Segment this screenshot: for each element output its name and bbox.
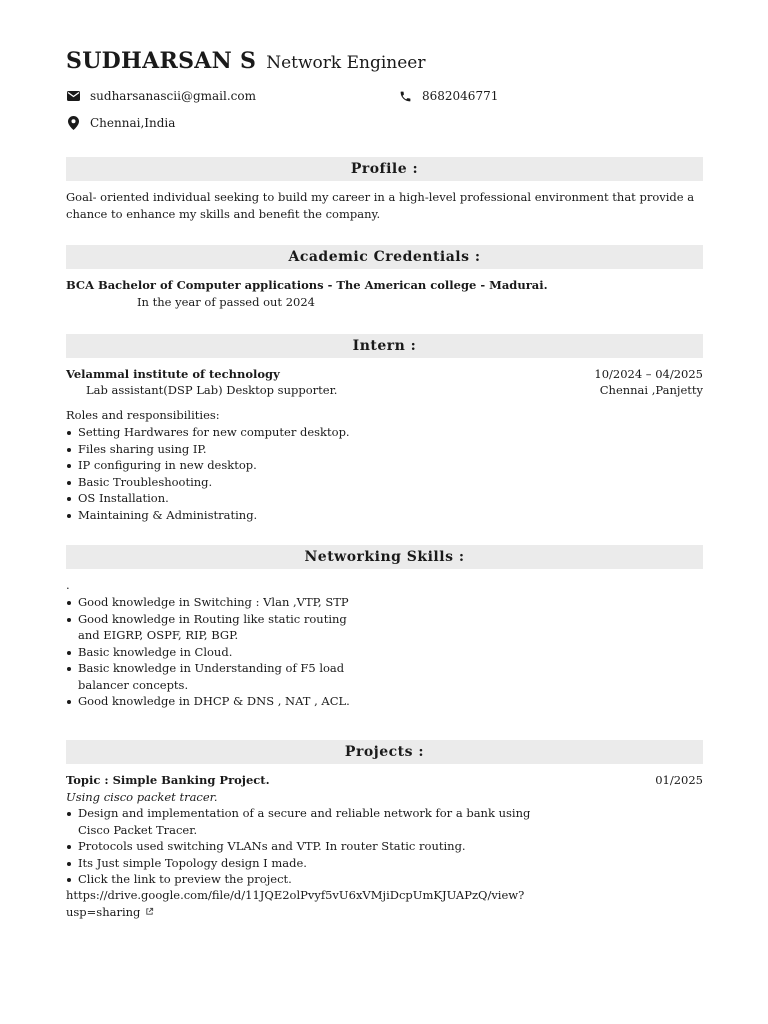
project-topic: Topic : Simple Banking Project. <box>66 773 270 787</box>
list-item: Maintaining & Administrating. <box>66 507 466 524</box>
list-item: Good knowledge in DHCP & DNS , NAT , ACL. <box>66 693 366 710</box>
email-text[interactable]: sudharsanascii@gmail.com <box>90 89 256 103</box>
projects-heading: Projects : <box>66 740 703 764</box>
project-tool: Using cisco packet tracer. <box>66 790 218 804</box>
skills-list <box>66 594 366 710</box>
graduation-year: In the year of passed out 2024 <box>137 295 315 309</box>
project-link[interactable] <box>66 887 586 920</box>
resume-page <box>66 0 703 1024</box>
list-item: OS Installation. <box>66 490 466 507</box>
roles-label: Roles and responsibilities: <box>66 408 220 422</box>
location-text: Chennai,India <box>90 116 176 130</box>
intern-heading: Intern : <box>66 334 703 358</box>
phone-icon <box>398 89 412 103</box>
intern-org: Velammal institute of technology <box>66 367 280 381</box>
list-item: Basic Troubleshooting. <box>66 474 466 491</box>
envelope-icon <box>66 89 80 103</box>
academic-heading: Academic Credentials : <box>66 245 703 269</box>
list-item: Files sharing using IP. <box>66 441 466 458</box>
list-item: Click the link to preview the project. <box>66 871 536 888</box>
skills-dot: . <box>66 578 70 592</box>
project-link-line1[interactable]: https://drive.google.com/file/d/11JQE2olPvyf5vU6xVMjiDcpUmKJUAPzQ/view? <box>66 888 525 902</box>
list-item: Basic knowledge in Understanding of F5 load balancer concepts. <box>66 660 366 693</box>
location-contact <box>66 116 175 130</box>
list-item: Design and implementation of a secure and reliable network for a bank using Cisco Packet Tracer. <box>66 805 536 838</box>
profile-text: Goal- oriented individual seeking to build my career in a high-level professional environment that provide a chance to enhance my skills and benefit the company. <box>66 190 695 221</box>
map-pin-icon <box>66 116 80 130</box>
phone-text[interactable]: 8682046771 <box>422 89 499 103</box>
list-item: Its Just simple Topology design I made. <box>66 855 536 872</box>
list-item: Basic knowledge in Cloud. <box>66 644 366 661</box>
intern-dates: 10/2024 – 04/2025 <box>594 367 703 381</box>
candidate-name <box>66 48 425 74</box>
external-link-icon[interactable] <box>145 907 154 916</box>
list-item: Setting Hardwares for new computer desktop. <box>66 424 466 441</box>
intern-location: Chennai ,Panjetty <box>599 383 703 397</box>
name-text: SUDHARSAN S <box>66 48 257 74</box>
list-item: Good knowledge in Routing like static routing and EIGRP, OSPF, RIP, BGP. <box>66 611 366 644</box>
project-date: 01/2025 <box>655 773 703 787</box>
project-details-list <box>66 805 536 888</box>
job-title: Network Engineer <box>266 53 426 73</box>
list-item: Protocols used switching VLANs and VTP. In router Static routing. <box>66 838 536 855</box>
skills-heading: Networking Skills : <box>66 545 703 569</box>
phone-contact[interactable] <box>398 89 498 103</box>
list-item: Good knowledge in Switching : Vlan ,VTP, STP <box>66 594 366 611</box>
intern-responsibilities-list <box>66 424 466 523</box>
profile-heading: Profile : <box>66 157 703 181</box>
project-link-line2[interactable]: usp=sharing <box>66 904 141 919</box>
email-contact[interactable] <box>66 89 256 103</box>
degree-text: BCA Bachelor of Computer applications - The American college - Madurai. <box>66 278 548 292</box>
intern-position: Lab assistant(DSP Lab) Desktop supporter. <box>86 383 338 397</box>
list-item: IP configuring in new desktop. <box>66 457 466 474</box>
